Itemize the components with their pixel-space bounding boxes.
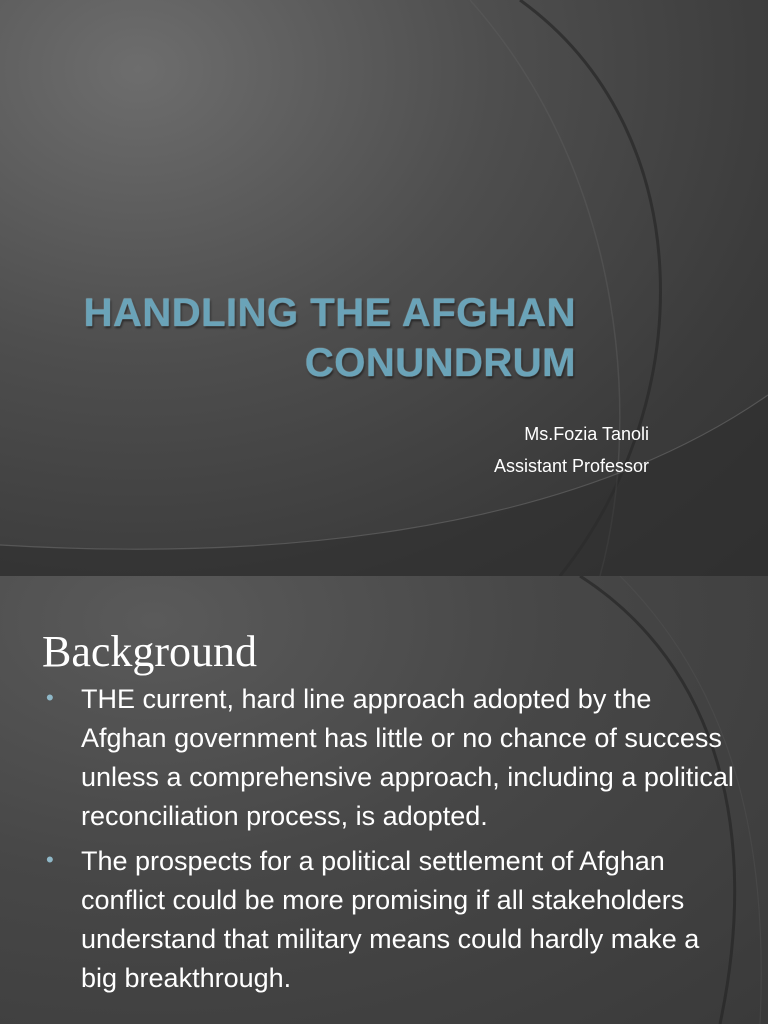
bullet-text: THE current, hard line approach adopted by the Afghan government has little or no chance of success unless a comprehensive approach, including a political reconciliation process, is adopted. xyxy=(81,684,734,831)
presenter-role: Assistant Professor xyxy=(493,456,649,476)
bullet-item xyxy=(46,680,736,836)
presenter-name: Ms.Fozia Tanoli xyxy=(524,424,649,444)
bullet-icon: • xyxy=(46,685,54,710)
bullet-item xyxy=(46,842,736,998)
bullet-list xyxy=(46,680,736,1004)
background-slide xyxy=(0,576,768,1024)
presenter-info xyxy=(494,418,649,482)
bullet-text: The prospects for a political settlement of Afghan conflict could be more promising if all stakeholders understand that military means could hardly make a big breakthrough. xyxy=(81,846,700,993)
bullet-icon: • xyxy=(46,847,54,872)
slide-heading: Background xyxy=(42,627,258,676)
presentation-title: HANDLING THE AFGHAN CONUNDRUM xyxy=(83,291,576,385)
